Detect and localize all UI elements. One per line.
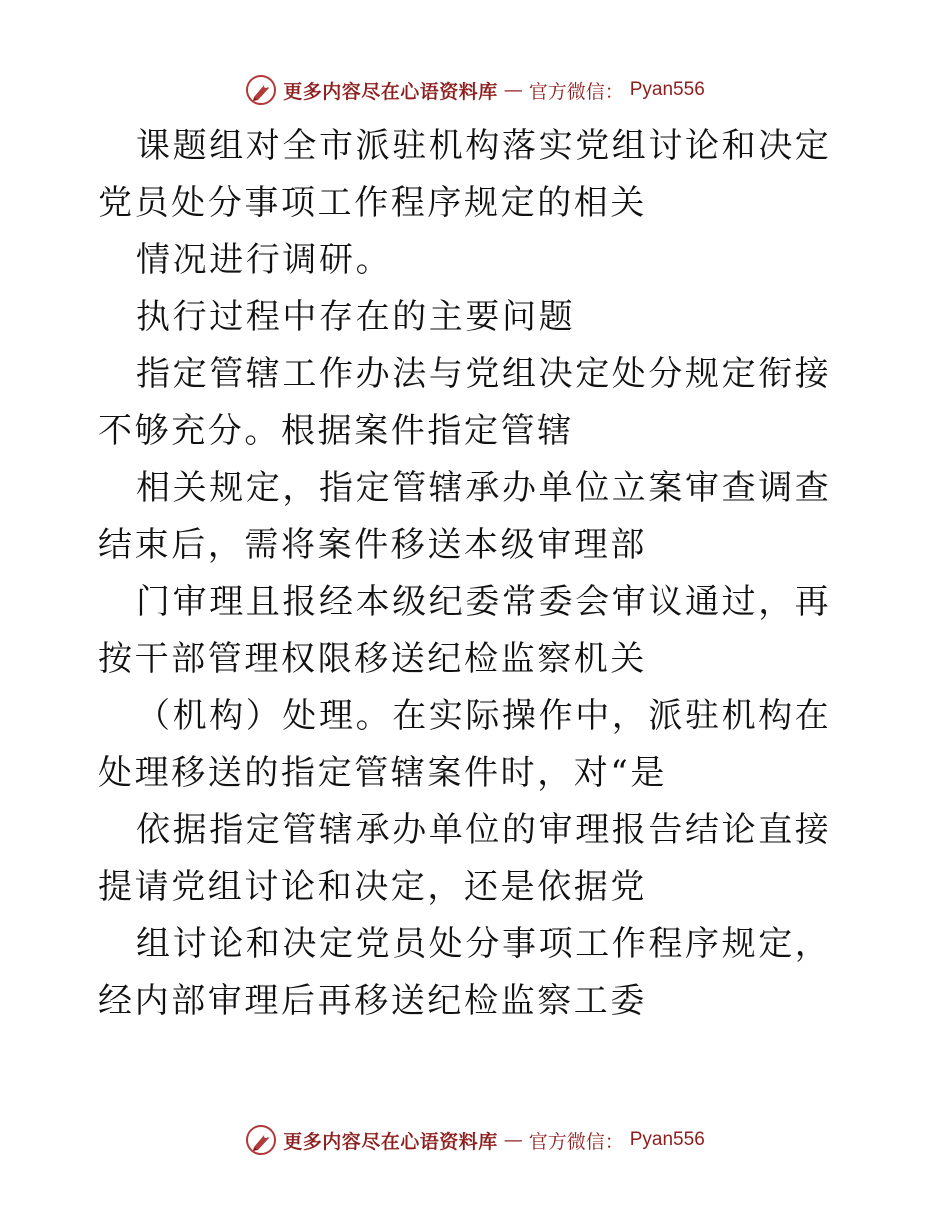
- paragraph: 组讨论和决定党员处分事项工作程序规定，经内部审理后再移送纪检监察工委: [98, 924, 832, 1021]
- document-body: [98, 118, 858, 1030]
- pen-nib-logo-icon: [245, 74, 277, 106]
- footer-banner: [0, 1120, 950, 1160]
- paragraph: （机构）处理。在实际操作中，派驻机构在处理移送的指定管辖案件时，对“是: [98, 696, 832, 793]
- banner-wechat-label: 官方微信：: [528, 80, 624, 103]
- paragraph: 课题组对全市派驻机构落实党组讨论和决定党员处分事项工作程序规定的相关: [98, 126, 832, 223]
- banner-wechat-label: 官方微信：: [528, 1130, 624, 1153]
- paragraph: 相关规定，指定管辖承办单位立案审查调查结束后，需将案件移送本级审理部: [98, 468, 832, 565]
- banner-wechat-id: Pyan556: [629, 1129, 705, 1150]
- paragraph: 情况进行调研。: [136, 240, 393, 280]
- header-banner: [0, 70, 950, 110]
- paragraph: 执行过程中存在的主要问题: [136, 297, 576, 337]
- paragraph: 指定管辖工作办法与党组决定处分规定衔接不够充分。根据案件指定管辖: [98, 354, 832, 451]
- paragraph: 依据指定管辖承办单位的审理报告结论直接提请党组讨论和决定，还是依据党: [98, 810, 832, 907]
- banner-main-text: 更多内容尽在心语资料库: [283, 80, 498, 103]
- banner-separator: —: [503, 79, 523, 101]
- paragraph: 门审理且报经本级纪委常委会审议通过，再按干部管理权限移送纪检监察机关: [98, 582, 832, 679]
- banner-separator: —: [503, 1129, 523, 1151]
- banner-wechat-id: Pyan556: [629, 79, 705, 100]
- banner-main-text: 更多内容尽在心语资料库: [283, 1130, 498, 1153]
- pen-nib-logo-icon: [245, 1124, 277, 1156]
